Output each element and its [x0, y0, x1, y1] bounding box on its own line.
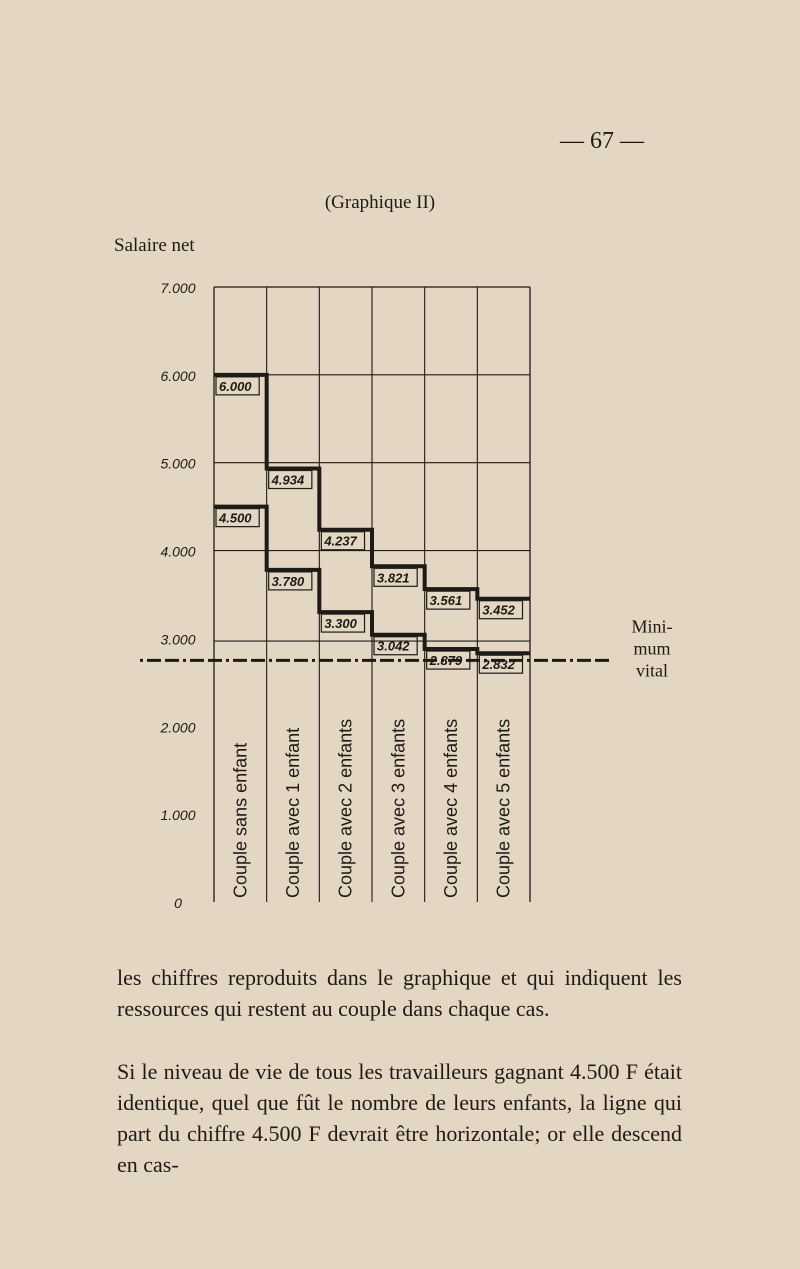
y-tick-label: 1.000 — [160, 807, 196, 824]
value-label: 2.879 — [429, 653, 463, 669]
chart-caption: (Graphique II) — [324, 192, 436, 213]
y-axis-title: Salaire net — [114, 235, 195, 256]
category-label: Couple avec 2 enfants — [335, 718, 356, 898]
category-label: Couple avec 1 enfant — [283, 727, 303, 898]
reference-line-label-part: mum — [633, 638, 671, 659]
reference-line-label-part: Mini- — [631, 616, 673, 637]
page-number: — 67 — — [560, 128, 644, 154]
y-tick-label: 0 — [174, 895, 182, 911]
category-label: Couple avec 3 enfants — [388, 718, 409, 898]
body-paragraph-1: les chiffres reproduits dans le graphique et qui indiquent les ressources qui restent au couple dans chaque cas. — [117, 965, 682, 1021]
value-label: 3.821 — [377, 570, 410, 586]
y-tick-label: 2.000 — [160, 719, 196, 736]
value-label: 3.452 — [482, 602, 515, 618]
category-label: Couple avec 4 enfants — [441, 718, 461, 898]
category-label: Couple sans enfant — [230, 742, 251, 898]
y-tick-label: 3.000 — [160, 631, 196, 648]
reference-line-label — [631, 616, 672, 680]
value-label: 3.780 — [271, 573, 305, 589]
reference-line-label-part: vital — [636, 660, 668, 681]
value-label: 3.300 — [324, 616, 357, 632]
value-label: 6.000 — [219, 378, 252, 394]
value-label: 4.934 — [271, 472, 305, 488]
value-label: 4.500 — [219, 510, 252, 526]
value-label: 2.832 — [482, 657, 515, 673]
value-label: 3.042 — [377, 638, 410, 654]
body-paragraph-2: Si le niveau de vie de tous les travailleurs gagnant 4.500 F était identique, quel que fût le nombre de leurs enfants, la ligne qui part du chiffre 4.500 F devrait être horizontale; or elle descend en cas- — [117, 1059, 682, 1177]
y-tick-label: 5.000 — [160, 455, 196, 472]
y-tick-label: 6.000 — [160, 367, 196, 384]
y-tick-label: 4.000 — [160, 543, 196, 560]
value-label: 4.237 — [324, 533, 357, 549]
value-label: 3.561 — [429, 593, 463, 609]
y-tick-label: 7.000 — [160, 280, 196, 296]
category-label: Couple avec 5 enfants — [493, 718, 514, 898]
